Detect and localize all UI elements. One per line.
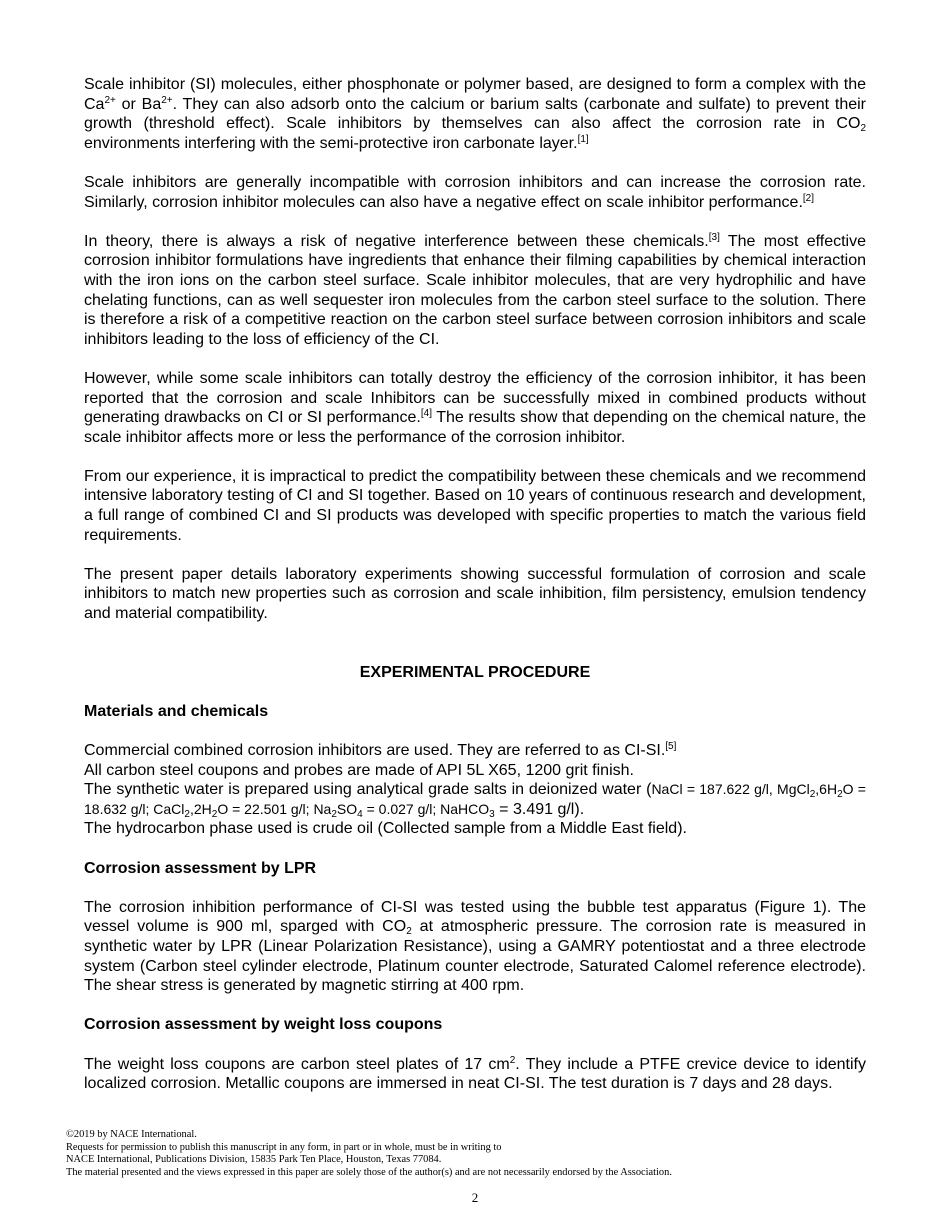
footer-copyright: ©2019 by NACE International. — [66, 1129, 197, 1140]
subsection-heading — [84, 1015, 866, 1035]
superscript: 2+ — [161, 94, 173, 106]
text-run: = 3.491 g/l — [494, 800, 575, 818]
text-run: = 0.027 g/l; NaHCO — [362, 800, 490, 817]
text-run: O = 22.501 g/l; Na — [217, 800, 332, 817]
paragraph — [84, 232, 866, 350]
text-run: The hydrocarbon phase used is crude oil (Collected sample from a Middle East field). — [84, 820, 687, 838]
paragraph — [84, 898, 866, 996]
page-number: 2 — [471, 1190, 479, 1205]
superscript: [1] — [577, 133, 589, 145]
footer-address: NACE International, Publications Division, 15835 Park Ten Place, Houston, Texas 77084. — [66, 1154, 442, 1166]
subsection-heading — [84, 859, 866, 879]
text-run: The corrosion inhibition performance of CI-SI was tested using the bubble test apparatus (Figure 1). The vessel volume is 900 ml, sparged with CO — [84, 898, 866, 936]
superscript: [4] — [420, 408, 432, 420]
text-run: Corrosion assessment by weight loss coupons — [84, 1016, 443, 1034]
subscript: 2 — [331, 808, 337, 820]
text-run: Commercial combined corrosion inhibitors are used. They are referred to as CI-SI. — [84, 742, 666, 759]
text-run: In theory, there is always a risk of negative interference between these chemicals. — [84, 232, 709, 250]
paragraph — [84, 75, 866, 153]
text-run: EXPERIMENTAL PROCEDURE — [359, 663, 591, 681]
text-run: at atmospheric pressure. The corrosion rate is measured in synthetic water by LPR (Linear Polarization Resistance), using a GAMRY potentiostat and a three electrode system (Carbon steel cylinder electrode, Platinum counter electrode, Saturated Calomel reference electrode). The shear stress is generated by magnetic stirring at 400 rpm. — [84, 918, 866, 995]
subscript: 2 — [211, 808, 218, 820]
text-run: The weight loss coupons are carbon steel plates of 17 cm — [84, 1055, 510, 1073]
paragraph — [84, 1055, 866, 1094]
list-line — [84, 761, 866, 781]
subscript: 2 — [837, 789, 843, 801]
text-run: O = 18.632 g/l; CaCl — [84, 781, 866, 817]
text-run: The most effective corrosion inhibitor formulations have ingredients that enhance their filming capabilities by chemical interaction with the iron ions on the carbon steel surface. Scale inhibitor molecules, that are very hydrophilic and have chelating functions, can as well sequester iron molecules from the carbon steel surface to the solution. There is therefore a risk of a competitive reaction on the carbon steel surface between corrosion inhibitors and scale inhibitors leading to the loss of efficiency of the CI. — [84, 232, 866, 348]
footer-disclaimer: The material presented and the views expressed in this paper are solely those of the author(s) and are not necessarily endorsed by the Association. — [66, 1166, 672, 1178]
footer-permission: Requests for permission to publish this manuscript in any form, in part or in whole, must be in writing to — [66, 1141, 502, 1153]
paragraph — [84, 369, 866, 447]
text-run: ,6H — [815, 781, 838, 798]
paragraph — [84, 467, 866, 545]
subscript: 2 — [406, 926, 412, 938]
text-run: The synthetic water is prepared using analytical grade salts in deionized water ( — [84, 781, 652, 799]
superscript: [2] — [802, 192, 815, 204]
text-run: Scale inhibitor (SI) molecules, either phosphonate or polymer based, are designed to form a complex with the Ca — [84, 76, 866, 113]
text-run: From our experience, it is impractical to predict the compatibility between these chemicals and we recommend intensive laboratory testing of CI and SI together. Based on 10 years of continuous research and development, a full range of combined CI and SI products was developed with specific properties to match the various field requirements. — [84, 467, 866, 544]
subscript: 3 — [489, 808, 495, 820]
text-run: . They include a PTFE crevice device to identify localized corrosion. Metallic coupons are immersed in neat CI-SI. The test duration is 7 days and 28 days. — [84, 1055, 866, 1093]
materials-list — [84, 741, 866, 839]
text-run: However, while some scale inhibitors can totally destroy the efficiency of the corrosion inhibitor, it has been reported that the corrosion and scale Inhibitors can be successfully mixed in combined products without generating drawbacks on CI or SI performance. — [84, 369, 866, 427]
subscript: 4 — [357, 808, 363, 820]
text-run: Corrosion assessment by LPR — [84, 859, 317, 877]
text-run: NaCl = 187.622 g/l, MgCl — [651, 781, 810, 798]
text-run: ). — [574, 800, 585, 818]
subsection-heading — [84, 702, 866, 722]
superscript: 2 — [509, 1054, 516, 1066]
superscript: [3] — [708, 231, 720, 243]
superscript: 2+ — [104, 94, 116, 106]
text-run: All carbon steel coupons and probes are made of API 5L X65, 1200 grit finish. — [84, 761, 634, 779]
list-line — [84, 819, 866, 839]
text-run: The present paper details laboratory experiments showing successful formulation of corrosion and scale inhibitors to match new properties such as corrosion and scale inhibition, film persistency, emulsion tendency and material compatibility. — [84, 565, 866, 623]
paragraph — [84, 565, 866, 624]
section-heading — [84, 663, 866, 683]
subscript: 2 — [809, 789, 816, 801]
list-line — [84, 780, 866, 819]
text-run: environments interfering with the semi-protective iron carbonate layer. — [84, 134, 578, 152]
paragraph — [84, 173, 866, 212]
superscript: [5] — [665, 741, 677, 752]
subscript: 2 — [184, 808, 190, 820]
text-run: ,2H — [189, 800, 212, 817]
text-run: . They can also adsorb onto the calcium or barium salts (carbonate and sulfate) to prevent their growth (threshold effect). Scale inhibitors by themselves can also affect the corrosion rate in CO — [84, 95, 867, 133]
text-run: Scale inhibitors are generally incompatible with corrosion inhibitors and can increase the corrosion rate. Similarly, corrosion inhibitor molecules can also have a negative effect on scale inhibitor performance. — [84, 173, 866, 211]
text-run: SO — [336, 800, 358, 817]
document-body — [84, 75, 866, 1113]
text-run: Materials and chemicals — [84, 702, 269, 720]
copyright-footer — [66, 1129, 672, 1179]
subscript: 2 — [860, 123, 866, 135]
text-run: The results show that depending on the chemical nature, the scale inhibitor affects more or less the performance of the corrosion inhibitor. — [84, 409, 866, 446]
text-run: or Ba — [115, 95, 162, 113]
list-line — [84, 741, 866, 761]
